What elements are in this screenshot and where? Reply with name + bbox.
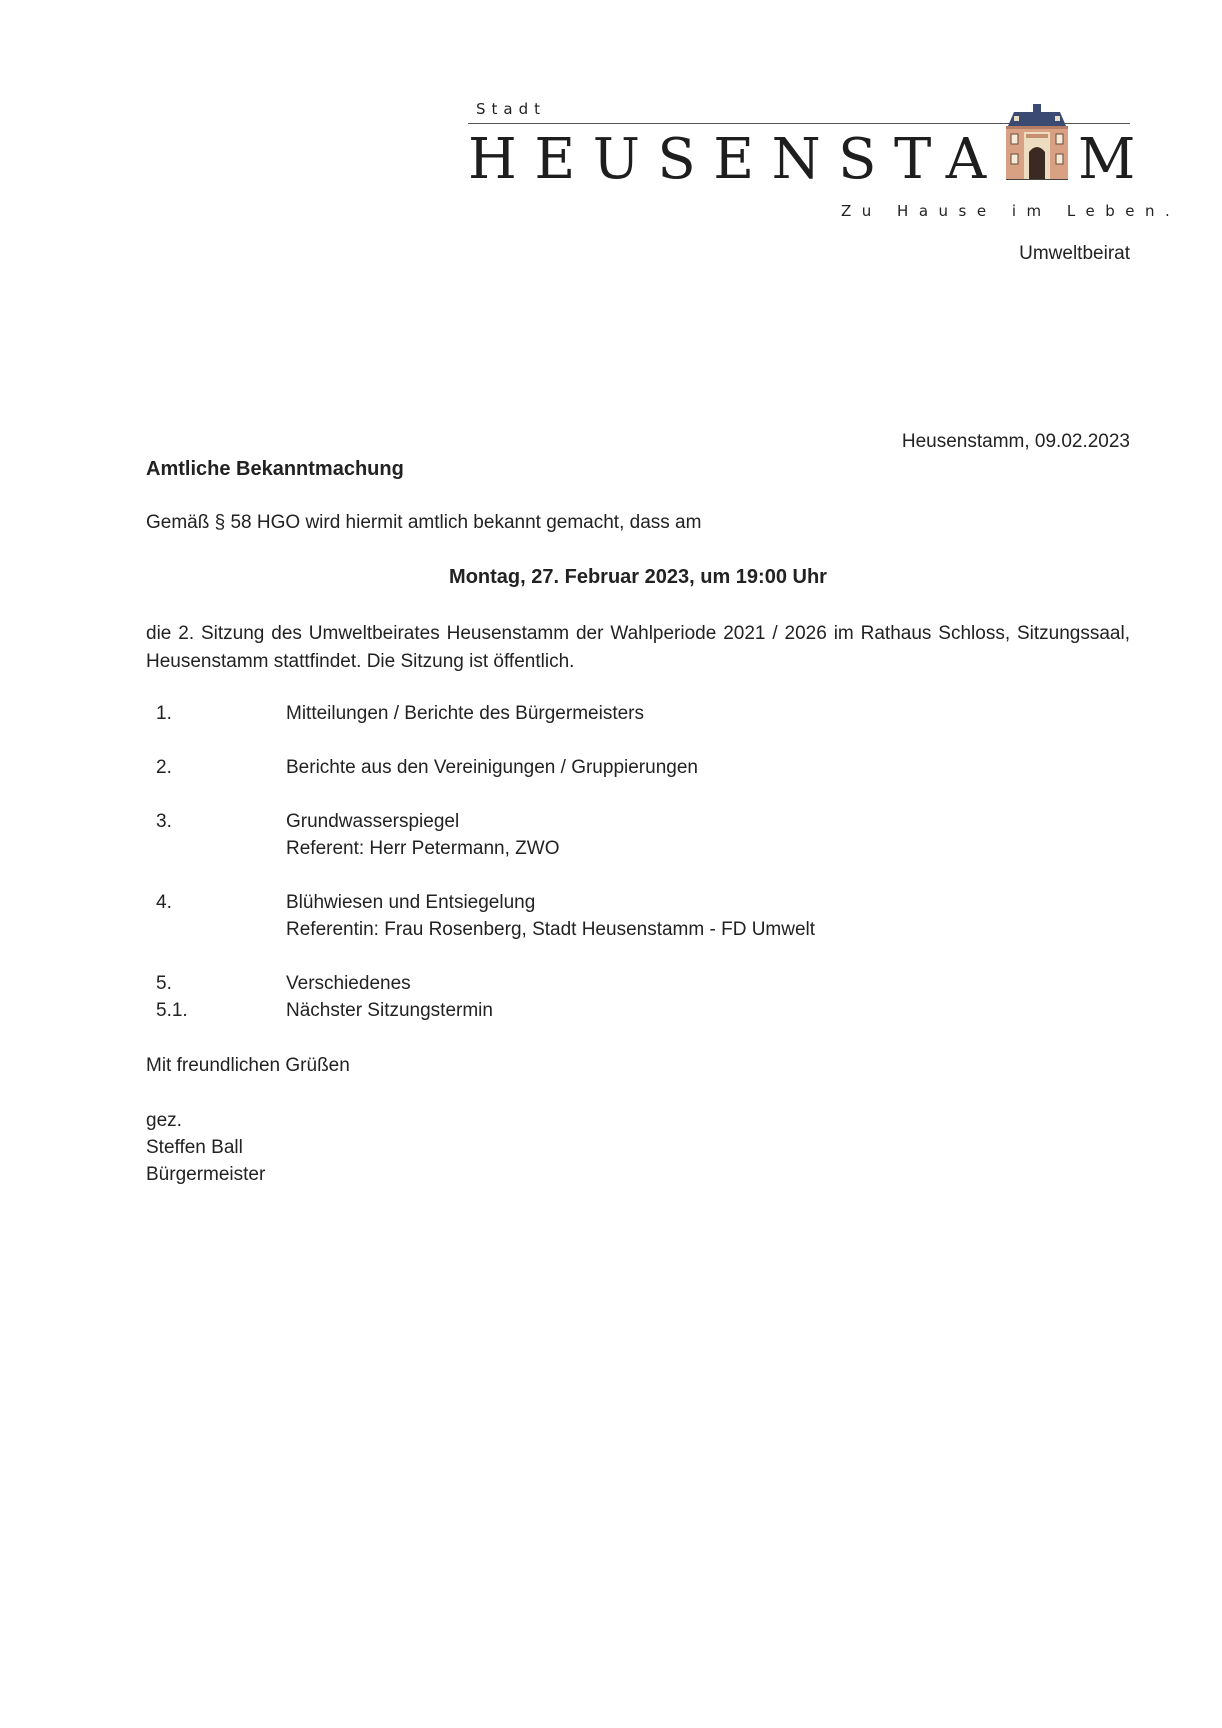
agenda-detail: Referentin: Frau Rosenberg, Stadt Heusenstamm - FD Umwelt <box>286 919 816 940</box>
signer-title: Bürgermeister <box>146 1164 266 1185</box>
place-date: Heusenstamm, 09.02.2023 <box>901 431 1130 452</box>
meeting-date: Montag, 27. Februar 2023, um 19:00 Uhr <box>449 566 827 588</box>
agenda-number: 4. <box>156 892 172 913</box>
city-logo <box>468 96 1181 226</box>
agenda-number: 5.1. <box>156 1000 188 1021</box>
logo-city-name-end: M <box>1078 127 1136 192</box>
agenda-title: Mitteilungen / Berichte des Bürgermeisters <box>286 703 644 724</box>
body-paragraph: die 2. Sitzung des Umweltbeirates Heusenstamm der Wahlperiode 2021 / 2026 im Rathaus Schloss, Sitzungssaal, Heusenstamm stattfindet. Die Sitzung ist öffentlich. <box>146 623 1130 672</box>
signed-marker: gez. <box>146 1110 182 1131</box>
agenda-number: 3. <box>156 811 172 832</box>
signature-block <box>146 1107 265 1188</box>
agenda-title: Blühwiesen und Entsiegelung <box>286 892 536 913</box>
logo-city-name: HEUSENSTA <box>468 127 1004 192</box>
department-label: Umweltbeirat <box>1019 243 1130 264</box>
agenda-detail: Referent: Herr Petermann, ZWO <box>286 838 560 859</box>
agenda-number: 1. <box>156 703 172 724</box>
signer-name: Steffen Ball <box>146 1137 243 1158</box>
logo-stadt-text: Stadt <box>476 100 546 118</box>
agenda-title: Berichte aus den Vereinigungen / Gruppierungen <box>286 757 698 778</box>
agenda-number: 5. <box>156 973 172 994</box>
logo-tagline: Zu Hause im Leben. <box>841 202 1181 220</box>
castle-icon <box>1002 104 1072 180</box>
agenda-title: Nächster Sitzungstermin <box>286 1000 493 1021</box>
document-heading: Amtliche Bekanntmachung <box>146 458 404 480</box>
agenda-number: 2. <box>156 757 172 778</box>
intro-text: Gemäß § 58 HGO wird hiermit amtlich bekannt gemacht, dass am <box>146 512 702 533</box>
closing-greeting: Mit freundlichen Grüßen <box>146 1055 350 1076</box>
agenda-title: Verschiedenes <box>286 973 411 994</box>
agenda-title: Grundwasserspiegel <box>286 811 460 832</box>
